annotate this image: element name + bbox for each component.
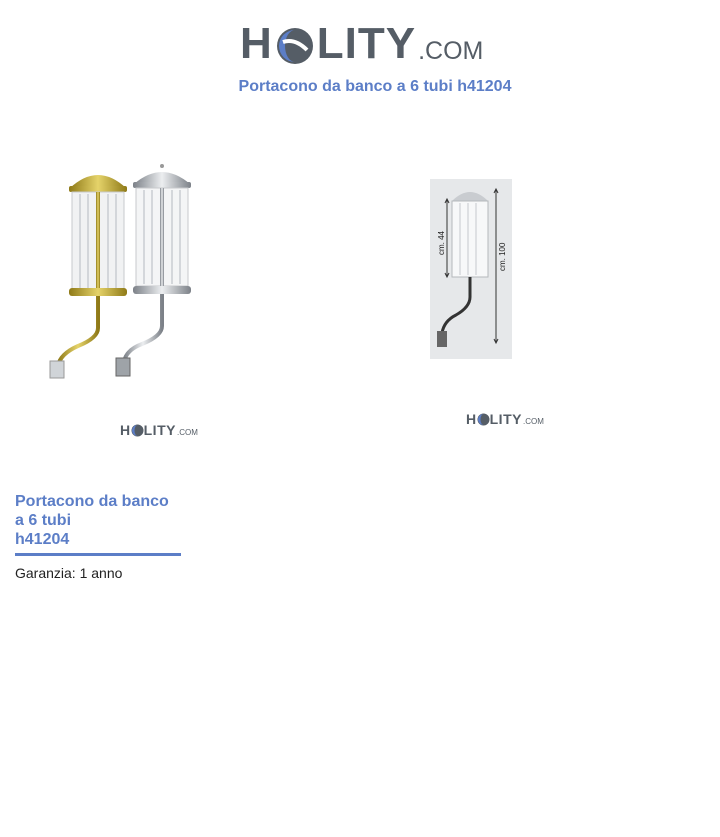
warranty-text: Garanzia: 1 anno xyxy=(15,565,123,581)
o-swoosh-icon xyxy=(131,423,144,437)
page-subtitle: Portacono da banco a 6 tubi h41204 xyxy=(238,78,512,95)
silver-holder xyxy=(116,164,191,376)
brand-logo[interactable] xyxy=(240,14,483,66)
wm-left-post: LITY xyxy=(143,422,176,438)
cone-holder-gold-silver-photo[interactable] xyxy=(38,158,200,383)
o-swoosh-icon xyxy=(275,22,315,66)
product-title-line: h41204 xyxy=(15,531,70,548)
o-swoosh-icon xyxy=(477,412,490,426)
gold-holder xyxy=(50,175,127,378)
dimension-label-44: cm. 44 xyxy=(437,230,446,255)
dimension-label-100: cm. 100 xyxy=(498,242,507,271)
title-divider xyxy=(15,553,181,556)
logo-domain-suffix: .COM xyxy=(418,37,484,65)
logo-text-pre: H xyxy=(240,19,273,68)
wm-right-suffix: .COM xyxy=(522,417,544,426)
product-title xyxy=(15,492,185,549)
cone-holder-dimension-drawing[interactable] xyxy=(430,179,512,359)
watermark-logo-right xyxy=(466,412,544,426)
wm-left-suffix: .COM xyxy=(176,428,198,437)
product-title-line: Portacono da banco xyxy=(15,493,169,510)
product-title-line: a 6 tubi xyxy=(15,512,72,529)
watermark-logo-left xyxy=(120,423,198,437)
logo-text-post: LITY xyxy=(316,19,417,68)
wm-right-pre: H xyxy=(466,411,477,427)
wm-left-pre: H xyxy=(120,422,131,438)
wm-right-post: LITY xyxy=(489,411,522,427)
